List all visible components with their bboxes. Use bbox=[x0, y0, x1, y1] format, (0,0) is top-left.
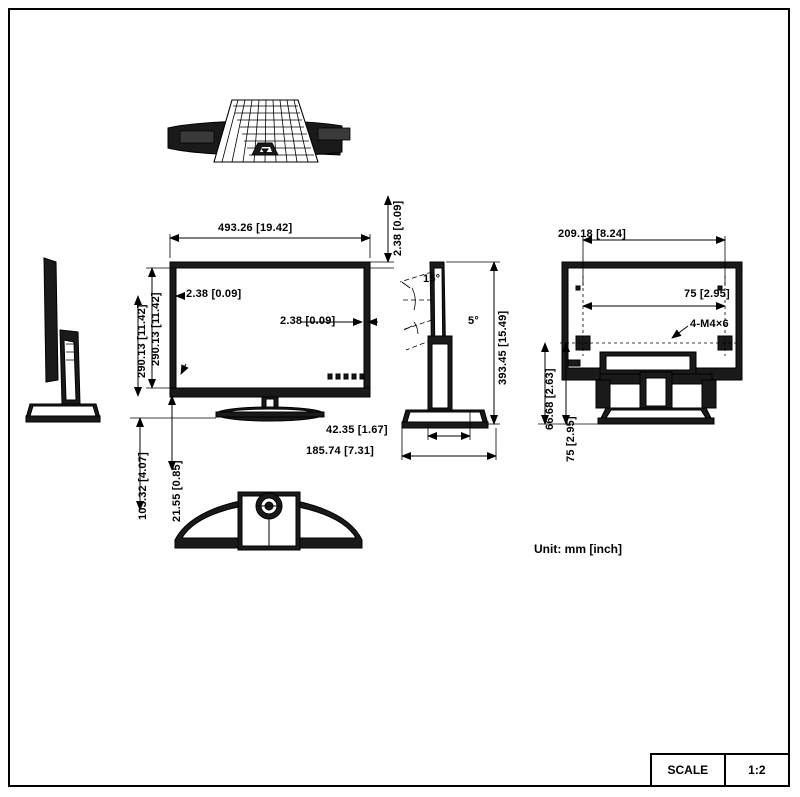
dim-base-depth: 42.35 [1.67] bbox=[326, 424, 388, 436]
dim-tilt-lower: 5° bbox=[468, 315, 479, 327]
scale-value: 1:2 bbox=[748, 763, 766, 777]
dim-total-height: 393.45 [15.49] bbox=[497, 310, 509, 385]
dim-bezel-inner: 2.38 [0.09] bbox=[280, 315, 336, 327]
dim-bezel-top: 2.38 [0.09] bbox=[392, 200, 404, 256]
dim-vesa-spacing-h: 75 [2.95] bbox=[684, 288, 730, 300]
dim-base-thickness: 21.55 [0.85] bbox=[171, 460, 183, 522]
dim-screen-height: 290.13 [11.42] bbox=[136, 304, 148, 378]
top-view-geometry bbox=[168, 100, 350, 162]
dim-height-low: 103.32 [4.07] bbox=[137, 451, 149, 520]
left-side-view-geometry bbox=[26, 258, 100, 422]
dim-active-height-left: 290.13 [11.42] bbox=[150, 292, 162, 366]
bottom-view-geometry bbox=[175, 492, 362, 550]
dim-rear-height: 66.68 [2.63] bbox=[544, 368, 556, 430]
dim-vesa-note: 4-M4×6 bbox=[690, 318, 729, 330]
title-block bbox=[650, 753, 790, 787]
dim-tilt-upper: 15° bbox=[423, 273, 441, 285]
unit-note: Unit: mm [inch] bbox=[534, 542, 622, 556]
scale-label: SCALE bbox=[652, 755, 726, 785]
tilt-side-view-geometry bbox=[400, 262, 488, 428]
front-view-geometry bbox=[170, 262, 370, 421]
dim-base-width-side: 185.74 [7.31] bbox=[306, 445, 375, 457]
dim-vesa-width: 209.18 [8.24] bbox=[558, 228, 627, 240]
dim-vesa-spacing-v: 75 [2.95] bbox=[565, 416, 577, 462]
dim-width-overall: 493.26 [19.42] bbox=[218, 222, 293, 234]
rear-view-geometry bbox=[560, 262, 742, 424]
dim-bezel-side: 2.38 [0.09] bbox=[186, 288, 242, 300]
